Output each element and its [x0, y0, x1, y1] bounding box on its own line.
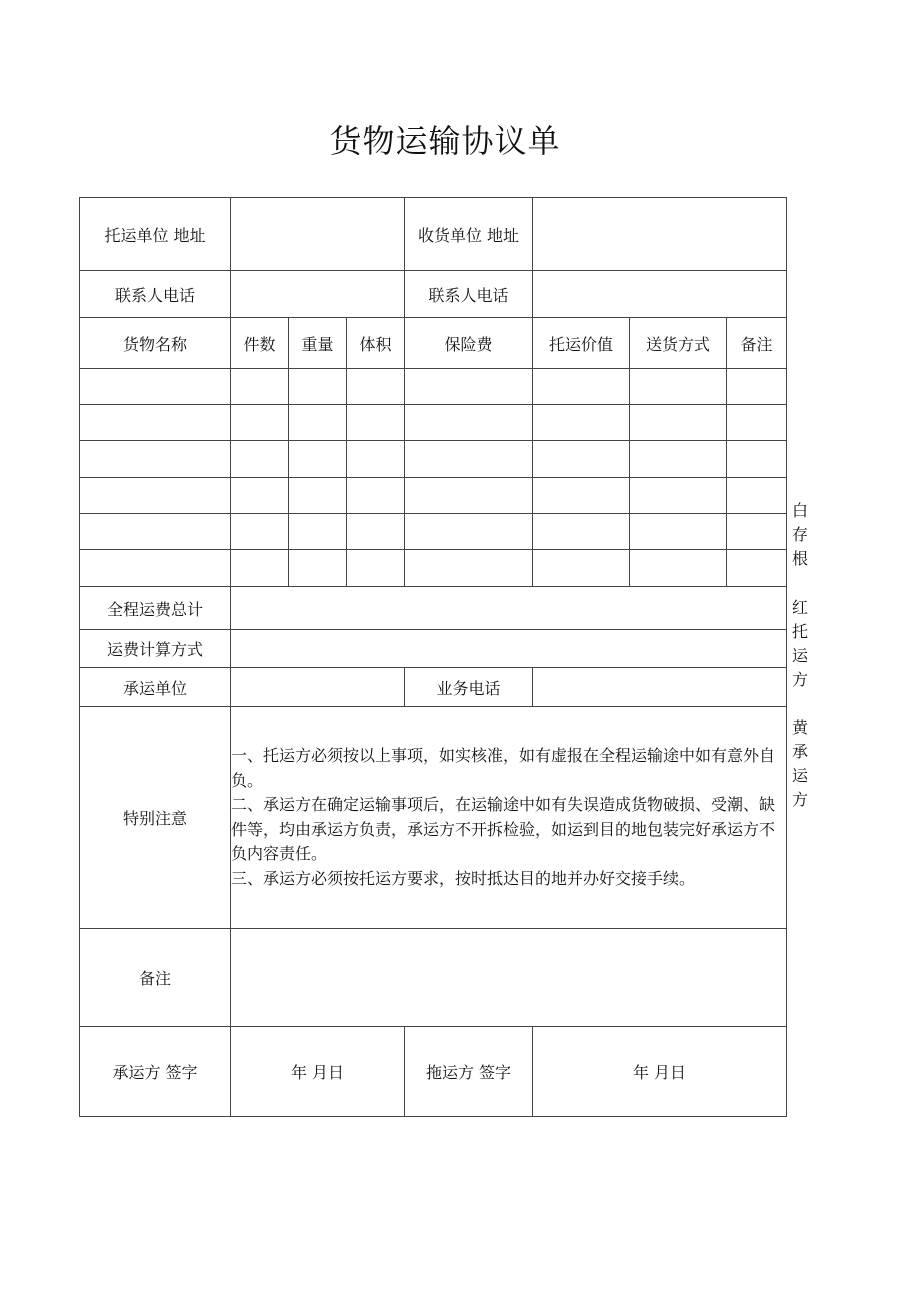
goods-cell[interactable]	[347, 514, 405, 550]
goods-cell[interactable]	[727, 405, 787, 441]
side-note-white-stub	[790, 499, 810, 571]
goods-cell[interactable]	[231, 441, 289, 478]
receiver-contact-field[interactable]	[533, 271, 787, 318]
goods-cell[interactable]	[80, 405, 231, 441]
goods-cell[interactable]	[347, 478, 405, 514]
total-freight-field[interactable]	[231, 587, 787, 630]
header-pieces: 件数	[231, 318, 289, 369]
shipper-address-field[interactable]	[231, 198, 405, 271]
goods-cell[interactable]	[405, 514, 533, 550]
header-delivery-method: 送货方式	[630, 318, 727, 369]
goods-cell[interactable]	[231, 514, 289, 550]
header-goods-name: 货物名称	[80, 318, 231, 369]
goods-cell[interactable]	[231, 405, 289, 441]
goods-cell[interactable]	[347, 441, 405, 478]
shipper-contact-field[interactable]	[231, 271, 405, 318]
goods-cell[interactable]	[231, 550, 289, 587]
side-note-char: 承	[791, 742, 808, 761]
notice-label: 特别注意	[80, 707, 231, 929]
header-remarks: 备注	[727, 318, 787, 369]
carrier-signature-label: 承运方 签字	[80, 1027, 231, 1117]
goods-cell[interactable]	[347, 550, 405, 587]
goods-cell[interactable]	[289, 405, 347, 441]
remarks-label: 备注	[80, 929, 231, 1027]
goods-cell[interactable]	[231, 369, 289, 405]
goods-cell[interactable]	[533, 369, 630, 405]
goods-cell[interactable]	[727, 441, 787, 478]
carrier-label: 承运单位	[80, 668, 231, 707]
goods-cell[interactable]	[347, 405, 405, 441]
goods-cell[interactable]	[630, 478, 727, 514]
carrier-signature-date[interactable]: 年 月日	[231, 1027, 405, 1117]
side-note-char: 黄	[791, 718, 808, 737]
goods-cell[interactable]	[630, 441, 727, 478]
side-note-char: 运	[791, 766, 808, 785]
side-note-char: 方	[791, 670, 808, 689]
shipper-contact-label: 联系人电话	[80, 271, 231, 318]
side-note-char: 存	[791, 525, 808, 544]
side-note-char: 托	[791, 622, 808, 641]
goods-cell[interactable]	[80, 550, 231, 587]
goods-cell[interactable]	[405, 441, 533, 478]
notice-item-3: 三、承运方必须按托运方要求，按时抵达目的地并办好交接手续。	[231, 868, 696, 888]
goods-row	[80, 441, 787, 478]
goods-cell[interactable]	[405, 405, 533, 441]
goods-row	[80, 514, 787, 550]
goods-cell[interactable]	[630, 405, 727, 441]
goods-cell[interactable]	[727, 514, 787, 550]
business-phone-label: 业务电话	[405, 668, 533, 707]
side-note-yellow-carrier	[790, 716, 810, 812]
freight-method-label: 运费计算方式	[80, 630, 231, 668]
side-note-char: 运	[791, 646, 808, 665]
goods-cell[interactable]	[727, 478, 787, 514]
shipper-label: 托运单位 地址	[80, 198, 231, 271]
goods-cell[interactable]	[533, 441, 630, 478]
goods-cell[interactable]	[347, 369, 405, 405]
goods-cell[interactable]	[289, 441, 347, 478]
goods-row	[80, 405, 787, 441]
carrier-field[interactable]	[231, 668, 405, 707]
goods-cell[interactable]	[80, 441, 231, 478]
page-title: 货物运输协议单	[329, 122, 561, 160]
goods-row	[80, 369, 787, 405]
side-note-char: 方	[791, 790, 808, 809]
business-phone-field[interactable]	[533, 668, 787, 707]
goods-cell[interactable]	[289, 550, 347, 587]
header-volume: 体积	[347, 318, 405, 369]
freight-method-field[interactable]	[231, 630, 787, 668]
shipper-signature-label: 拖运方 签字	[405, 1027, 533, 1117]
goods-cell[interactable]	[533, 550, 630, 587]
shipper-signature-date[interactable]: 年 月日	[533, 1027, 787, 1117]
goods-cell[interactable]	[533, 514, 630, 550]
receiver-label: 收货单位 地址	[405, 198, 533, 271]
notice-item-1: 一、托运方必须按以上事项，如实核准，如有虚报在全程运输途中如有意外自负。	[231, 746, 776, 790]
goods-cell[interactable]	[630, 369, 727, 405]
shipment-form	[79, 197, 787, 1117]
goods-cell[interactable]	[289, 369, 347, 405]
goods-cell[interactable]	[533, 405, 630, 441]
notice-item-2: 二、承运方在确定运输事项后，在运输途中如有失误造成货物破损、受潮、缺件等，均由承运方负责，承运方不开拆检验，如运到目的地包装完好承运方不负内容责任。	[231, 795, 776, 863]
goods-cell[interactable]	[80, 514, 231, 550]
goods-cell[interactable]	[727, 369, 787, 405]
receiver-address-field[interactable]	[533, 198, 787, 271]
goods-cell[interactable]	[405, 369, 533, 405]
notice-text	[231, 707, 787, 929]
side-note-char: 根	[791, 549, 808, 568]
remarks-field[interactable]	[231, 929, 787, 1027]
goods-cell[interactable]	[533, 478, 630, 514]
side-note-char: 红	[791, 598, 808, 617]
goods-cell[interactable]	[405, 550, 533, 587]
header-declared-value: 托运价值	[533, 318, 630, 369]
goods-row	[80, 478, 787, 514]
total-freight-label: 全程运费总计	[80, 587, 231, 630]
header-weight: 重量	[289, 318, 347, 369]
goods-cell[interactable]	[231, 478, 289, 514]
goods-cell[interactable]	[630, 550, 727, 587]
header-insurance: 保险费	[405, 318, 533, 369]
goods-cell[interactable]	[630, 514, 727, 550]
goods-cell[interactable]	[405, 478, 533, 514]
receiver-contact-label: 联系人电话	[405, 271, 533, 318]
side-note-char: 白	[791, 501, 808, 520]
goods-row	[80, 550, 787, 587]
goods-cell[interactable]	[727, 550, 787, 587]
goods-cell[interactable]	[80, 478, 231, 514]
goods-cell[interactable]	[289, 514, 347, 550]
side-note-red-shipper	[790, 596, 810, 692]
goods-cell[interactable]	[80, 369, 231, 405]
goods-cell[interactable]	[289, 478, 347, 514]
